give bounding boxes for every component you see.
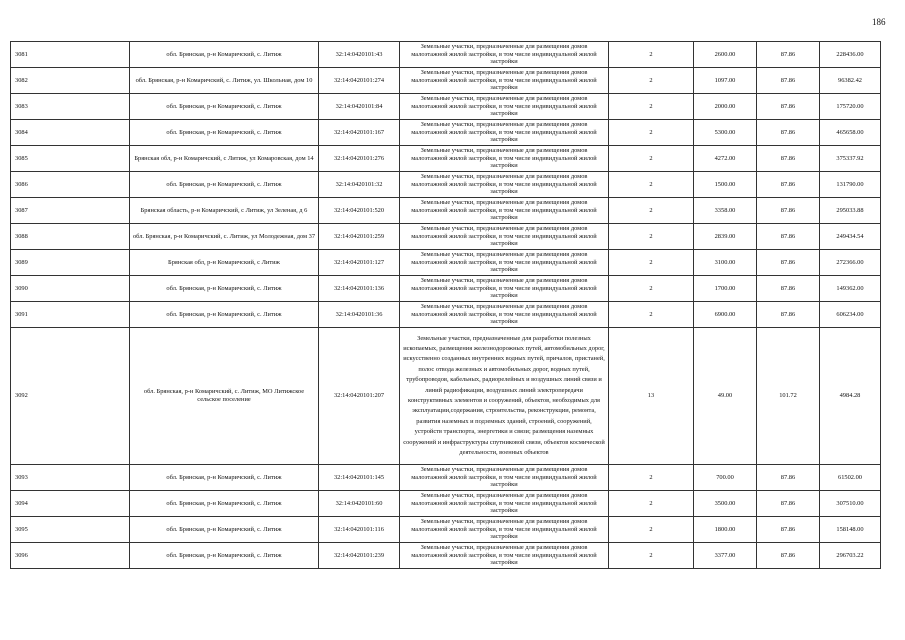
table-row	[11, 250, 881, 276]
table-row	[11, 276, 881, 302]
row-number: 3091	[11, 302, 130, 328]
row-area: 49.00	[694, 328, 757, 465]
row-cadastral-number: 32:14:0420101:145	[319, 465, 400, 491]
row-cadastral-number: 32:14:0420101:84	[319, 94, 400, 120]
row-group: 2	[609, 172, 694, 198]
row-rate: 87.86	[757, 146, 820, 172]
row-number: 3085	[11, 146, 130, 172]
row-group: 2	[609, 146, 694, 172]
row-value: 375337.92	[820, 146, 881, 172]
row-land-purpose: Земельные участки, предназначенные для размещения домов малоэтажной жилой застройки, в том числе индивидуальной жилой застройки	[400, 224, 609, 250]
row-number: 3094	[11, 491, 130, 517]
row-area: 4272.00	[694, 146, 757, 172]
row-land-purpose: Земельные участки, предназначенные для размещения домов малоэтажной жилой застройки, в том числе индивидуальной жилой застройки	[400, 42, 609, 68]
row-area: 3100.00	[694, 250, 757, 276]
row-address: обл. Брянская, р-н Комаричский, с. Литиж	[130, 42, 319, 68]
row-group: 2	[609, 517, 694, 543]
row-rate: 87.86	[757, 120, 820, 146]
row-group: 13	[609, 328, 694, 465]
row-value: 228436.00	[820, 42, 881, 68]
row-cadastral-number: 32:14:0420101:32	[319, 172, 400, 198]
row-address: обл. Брянская, р-н Комаричский, с. Литиж, ул. Школьная, дом 10	[130, 68, 319, 94]
row-address: обл. Брянская, р-н Комаричский, с. Литиж	[130, 276, 319, 302]
row-address: обл. Брянская, р-н Комаричский, с. Литиж	[130, 517, 319, 543]
table-row	[11, 543, 881, 569]
row-rate: 87.86	[757, 543, 820, 569]
row-address: обл. Брянская, р-н Комаричский, с. Литиж	[130, 302, 319, 328]
land-registry-table	[10, 41, 881, 569]
row-area: 3358.00	[694, 198, 757, 224]
row-group: 2	[609, 68, 694, 94]
row-area: 700.00	[694, 465, 757, 491]
row-rate: 87.86	[757, 68, 820, 94]
row-address: обл. Брянская, р-н Комаричский, с. Литиж	[130, 543, 319, 569]
table-row	[11, 328, 881, 465]
row-cadastral-number: 32:14:0420101:43	[319, 42, 400, 68]
row-land-purpose: Земельные участки, предназначенные для размещения домов малоэтажной жилой застройки, в том числе индивидуальной жилой застройки	[400, 172, 609, 198]
row-rate: 101.72	[757, 328, 820, 465]
row-land-purpose: Земельные участки, предназначенные для разработки полезных ископаемых, размещения железнодорожных путей, автомобильных дорог, искусственно созданных внутренних водных путей, причалов, пристаней, полос отвода железных и автомобильных дорог, водных путей, трубопроводов, кабельных, радиорелейных и воздушных линий связи и линий радиофикации, воздушных линий электропередачи конструктивных элементов и сооружений, объектов, необходимых для эксплуатации,содержания, строительства, реконструкции, ремонта, развития наземных и подземных зданий, строений, сооружений, устройств транспорта, энергетики и связи; размещения наземных сооружений и инфраструктуры спутниковой связи, объектов космической деятельности, военных объектов	[400, 328, 609, 465]
row-land-purpose: Земельные участки, предназначенные для размещения домов малоэтажной жилой застройки, в том числе индивидуальной жилой застройки	[400, 543, 609, 569]
row-number: 3095	[11, 517, 130, 543]
row-number: 3090	[11, 276, 130, 302]
table-row	[11, 68, 881, 94]
row-cadastral-number: 32:14:0420101:36	[319, 302, 400, 328]
row-group: 2	[609, 276, 694, 302]
row-land-purpose: Земельные участки, предназначенные для размещения домов малоэтажной жилой застройки, в том числе индивидуальной жилой застройки	[400, 120, 609, 146]
row-number: 3082	[11, 68, 130, 94]
row-group: 2	[609, 250, 694, 276]
row-cadastral-number: 32:14:0420101:116	[319, 517, 400, 543]
row-group: 2	[609, 465, 694, 491]
table-row	[11, 491, 881, 517]
row-value: 4984.28	[820, 328, 881, 465]
row-address: обл. Брянская, р-н Комаричский, с. Литиж	[130, 491, 319, 517]
table-row	[11, 146, 881, 172]
row-land-purpose: Земельные участки, предназначенные для размещения домов малоэтажной жилой застройки, в том числе индивидуальной жилой застройки	[400, 94, 609, 120]
page-number: 186	[872, 17, 886, 27]
row-number: 3081	[11, 42, 130, 68]
table-row	[11, 120, 881, 146]
row-rate: 87.86	[757, 42, 820, 68]
row-value: 296703.22	[820, 543, 881, 569]
row-cadastral-number: 32:14:0420101:276	[319, 146, 400, 172]
row-number: 3087	[11, 198, 130, 224]
row-rate: 87.86	[757, 198, 820, 224]
row-address: обл. Брянская, р-н Комаричский, с. Литиж	[130, 120, 319, 146]
row-number: 3084	[11, 120, 130, 146]
row-value: 158148.00	[820, 517, 881, 543]
row-address: обл. Брянская, р-н Комаричский, с. Литиж	[130, 94, 319, 120]
row-rate: 87.86	[757, 491, 820, 517]
row-area: 5300.00	[694, 120, 757, 146]
row-group: 2	[609, 198, 694, 224]
row-address: обл. Брянская, р-н Комаричский, с. Литиж, МО Литижское сельское поселение	[130, 328, 319, 465]
row-group: 2	[609, 94, 694, 120]
table-row	[11, 198, 881, 224]
row-number: 3093	[11, 465, 130, 491]
row-number: 3092	[11, 328, 130, 465]
row-area: 1800.00	[694, 517, 757, 543]
row-rate: 87.86	[757, 94, 820, 120]
row-cadastral-number: 32:14:0420101:259	[319, 224, 400, 250]
row-address: Брянская область, р-н Комаричский, с Литиж, ул Зеленая, д 6	[130, 198, 319, 224]
row-number: 3089	[11, 250, 130, 276]
row-land-purpose: Земельные участки, предназначенные для размещения домов малоэтажной жилой застройки, в том числе индивидуальной жилой застройки	[400, 198, 609, 224]
row-number: 3088	[11, 224, 130, 250]
row-land-purpose: Земельные участки, предназначенные для размещения домов малоэтажной жилой застройки, в том числе индивидуальной жилой застройки	[400, 146, 609, 172]
table-row	[11, 94, 881, 120]
row-area: 1700.00	[694, 276, 757, 302]
row-address: обл. Брянская, р-н Комаричский, с. Литиж, ул Молодежная, дом 37	[130, 224, 319, 250]
row-value: 272366.00	[820, 250, 881, 276]
row-land-purpose: Земельные участки, предназначенные для размещения домов малоэтажной жилой застройки, в том числе индивидуальной жилой застройки	[400, 517, 609, 543]
row-cadastral-number: 32:14:0420101:239	[319, 543, 400, 569]
row-land-purpose: Земельные участки, предназначенные для размещения домов малоэтажной жилой застройки, в том числе индивидуальной жилой застройки	[400, 250, 609, 276]
row-group: 2	[609, 543, 694, 569]
row-number: 3083	[11, 94, 130, 120]
row-cadastral-number: 32:14:0420101:127	[319, 250, 400, 276]
row-value: 295033.88	[820, 198, 881, 224]
row-area: 1097.00	[694, 68, 757, 94]
table-row	[11, 517, 881, 543]
row-rate: 87.86	[757, 517, 820, 543]
row-group: 2	[609, 42, 694, 68]
row-land-purpose: Земельные участки, предназначенные для размещения домов малоэтажной жилой застройки, в том числе индивидуальной жилой застройки	[400, 491, 609, 517]
row-cadastral-number: 32:14:0420101:207	[319, 328, 400, 465]
table-row	[11, 465, 881, 491]
row-area: 2000.00	[694, 94, 757, 120]
row-area: 3500.00	[694, 491, 757, 517]
row-group: 2	[609, 491, 694, 517]
row-land-purpose: Земельные участки, предназначенные для размещения домов малоэтажной жилой застройки, в том числе индивидуальной жилой застройки	[400, 465, 609, 491]
row-area: 2839.00	[694, 224, 757, 250]
row-rate: 87.86	[757, 250, 820, 276]
row-cadastral-number: 32:14:0420101:520	[319, 198, 400, 224]
row-land-purpose: Земельные участки, предназначенные для размещения домов малоэтажной жилой застройки, в том числе индивидуальной жилой застройки	[400, 276, 609, 302]
row-area: 6900.00	[694, 302, 757, 328]
row-cadastral-number: 32:14:0420101:60	[319, 491, 400, 517]
table-row	[11, 172, 881, 198]
row-area: 1500.00	[694, 172, 757, 198]
row-area: 2600.00	[694, 42, 757, 68]
row-address: обл. Брянская, р-н Комаричский, с. Литиж	[130, 465, 319, 491]
row-group: 2	[609, 120, 694, 146]
row-area: 3377.00	[694, 543, 757, 569]
row-value: 131790.00	[820, 172, 881, 198]
row-value: 96382.42	[820, 68, 881, 94]
row-value: 465658.00	[820, 120, 881, 146]
row-group: 2	[609, 224, 694, 250]
row-value: 175720.00	[820, 94, 881, 120]
row-address: обл. Брянская, р-н Комаричский, с. Литиж	[130, 172, 319, 198]
row-group: 2	[609, 302, 694, 328]
row-address: Брянская обл, р-н Комаричский, с Литиж, ул Комаровская, дом 14	[130, 146, 319, 172]
row-rate: 87.86	[757, 276, 820, 302]
row-rate: 87.86	[757, 224, 820, 250]
row-number: 3096	[11, 543, 130, 569]
row-cadastral-number: 32:14:0420101:274	[319, 68, 400, 94]
row-value: 149362.00	[820, 276, 881, 302]
row-address: Брянская обл, р-н Комаричский, с Литиж	[130, 250, 319, 276]
row-cadastral-number: 32:14:0420101:136	[319, 276, 400, 302]
row-number: 3086	[11, 172, 130, 198]
row-land-purpose: Земельные участки, предназначенные для размещения домов малоэтажной жилой застройки, в том числе индивидуальной жилой застройки	[400, 68, 609, 94]
row-rate: 87.86	[757, 302, 820, 328]
row-rate: 87.86	[757, 172, 820, 198]
table-row	[11, 302, 881, 328]
table-row	[11, 224, 881, 250]
row-value: 606234.00	[820, 302, 881, 328]
row-value: 307510.00	[820, 491, 881, 517]
row-rate: 87.86	[757, 465, 820, 491]
table-row	[11, 42, 881, 68]
row-land-purpose: Земельные участки, предназначенные для размещения домов малоэтажной жилой застройки, в том числе индивидуальной жилой застройки	[400, 302, 609, 328]
row-cadastral-number: 32:14:0420101:167	[319, 120, 400, 146]
row-value: 61502.00	[820, 465, 881, 491]
row-value: 249434.54	[820, 224, 881, 250]
